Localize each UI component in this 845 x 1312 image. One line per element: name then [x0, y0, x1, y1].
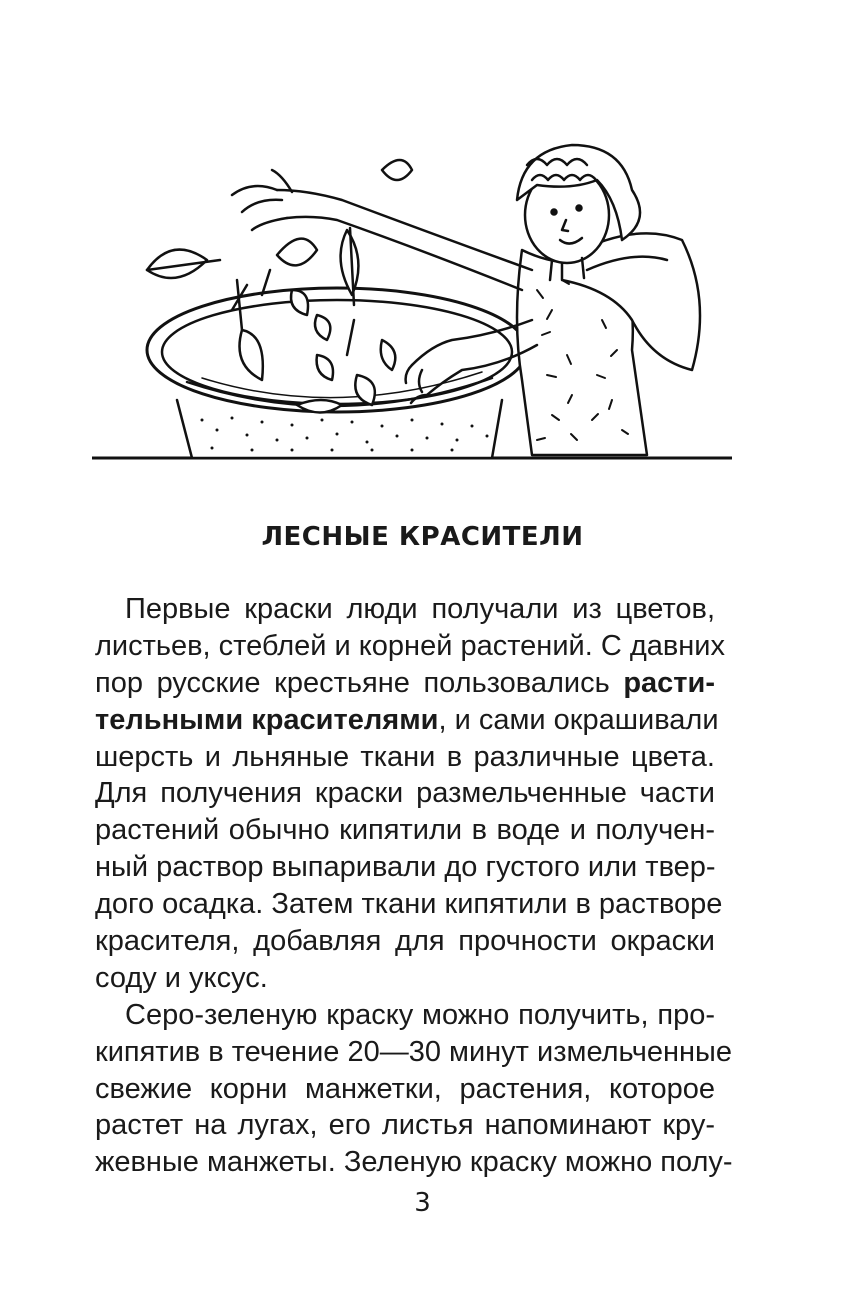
text-line: Серо-зеленую краску можно получить, про- — [125, 998, 715, 1031]
text-line — [95, 702, 719, 739]
text-line: жевные манжеты. Зеленую краску можно полу- — [95, 1146, 733, 1179]
text-line: листьев, стеблей и корней растений. С давних — [95, 629, 725, 662]
text-line: Первые краски люди получали из цветов, — [125, 593, 715, 625]
text-line: шерсть и льняные ткани в различные цвета. — [95, 740, 715, 773]
bold-term: тельными красителями — [95, 703, 439, 736]
text-run: , и сами окрашивали — [438, 703, 719, 736]
text-line: ный раствор выпаривали до густого или твер- — [95, 851, 716, 884]
body-text — [95, 591, 733, 1181]
text-line: соду и уксус. — [95, 961, 268, 994]
text-line: дого осадка. Затем ткани кипятили в растворе — [95, 888, 723, 921]
text-line: растет на лугах, его листья напоминают кру- — [95, 1109, 715, 1142]
text-line: красителя, добавляя для прочности окраски — [95, 925, 715, 958]
page-number: 3 — [414, 1188, 431, 1218]
text-line: кипятив в течение 20—30 минут измельченные — [95, 1035, 732, 1068]
text-line: растений обычно кипятили в воде и получен- — [95, 814, 715, 847]
text-run: пор русские крестьяне пользовались — [95, 666, 624, 699]
text-line: свежие корни манжетки, растения, которое — [95, 1072, 715, 1105]
text-line — [95, 665, 715, 702]
text-line: Для получения краски размельченные части — [95, 777, 715, 810]
bold-term: расти- — [623, 666, 715, 699]
section-heading: ЛЕСНЫЕ КРАСИТЕЛИ — [261, 522, 584, 552]
woman-dyeing-illustration — [92, 120, 732, 470]
